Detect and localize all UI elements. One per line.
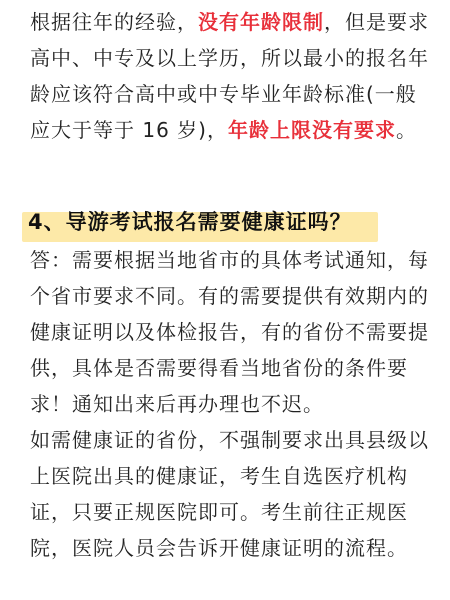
no-age-limit-highlight: 没有年龄限制 xyxy=(198,10,324,34)
intro-paragraph xyxy=(30,4,430,148)
no-upper-age-limit-highlight: 年龄上限没有要求 xyxy=(227,118,396,142)
intro-text-1: 根据往年的经验， xyxy=(30,10,198,34)
note-paragraph: 如需健康证的省份，不强制要求出具县级以上医院出具的健康证，考生自选医疗机构证，只要正规医院即可。考生前往正规医院，医院人员会告诉开健康证明的流程。 xyxy=(30,428,429,560)
intro-text-3: 。 xyxy=(395,118,417,142)
intro-text-2: ，但是要求高中、中专及以上学历，所以最小的报名年龄应该符合高中或中专毕业年龄标准(一般应大于等于 16 岁)， xyxy=(30,10,429,142)
section-heading: 4、导游考试报名需要健康证吗？ xyxy=(28,210,352,234)
answer-paragraph: 答：需要根据当地省市的具体考试通知，每个省市要求不同。有的需要提供有效期内的健康证明以及体检报告，有的省份不需要提供，具体是否需要得看当地省份的条件要求！通知出来后再办理也不迟。 xyxy=(30,248,429,416)
